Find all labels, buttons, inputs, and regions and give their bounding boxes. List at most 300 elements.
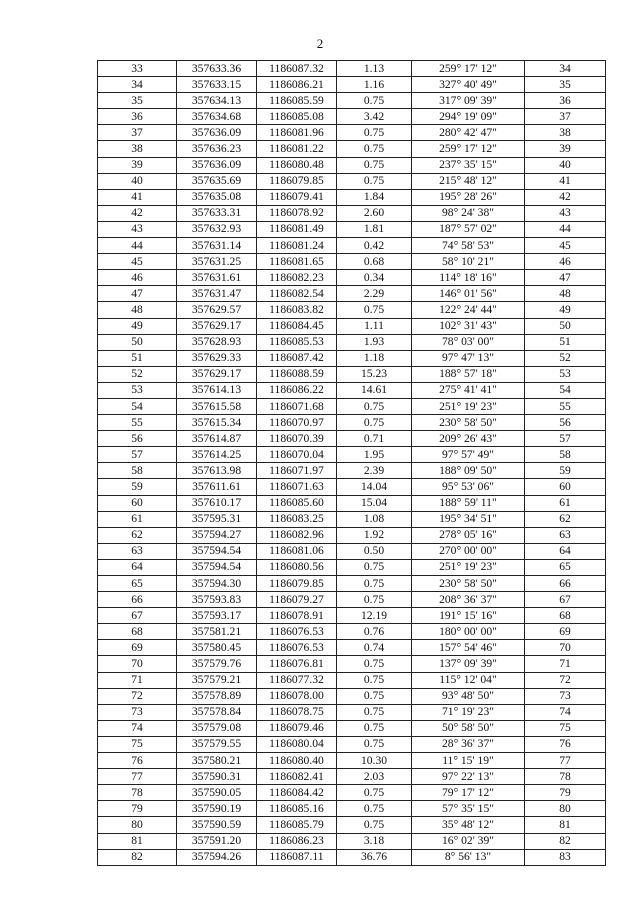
y-coordinate-cell: 1186081.24: [257, 238, 337, 254]
point-to-cell: 82: [525, 833, 606, 849]
point-to-cell: 37: [525, 109, 606, 125]
y-coordinate-cell: 1186076.81: [257, 656, 337, 672]
direction-angle-cell: 35° 48' 12": [412, 817, 525, 833]
table-row: [98, 463, 606, 479]
point-from-cell: 50: [98, 334, 177, 350]
point-from-cell: 33: [98, 61, 177, 77]
length-cell: 2.29: [337, 286, 412, 302]
y-coordinate-cell: 1186079.85: [257, 576, 337, 592]
length-cell: 0.75: [337, 173, 412, 189]
table-row: [98, 109, 606, 125]
point-to-cell: 42: [525, 189, 606, 205]
point-to-cell: 80: [525, 801, 606, 817]
point-from-cell: 65: [98, 576, 177, 592]
point-to-cell: 36: [525, 93, 606, 109]
point-from-cell: 38: [98, 141, 177, 157]
length-cell: 0.50: [337, 543, 412, 559]
y-coordinate-cell: 1186085.08: [257, 109, 337, 125]
point-to-cell: 53: [525, 366, 606, 382]
y-coordinate-cell: 1186082.54: [257, 286, 337, 302]
point-from-cell: 63: [98, 543, 177, 559]
length-cell: 0.76: [337, 624, 412, 640]
length-cell: 0.75: [337, 157, 412, 173]
table-row: [98, 688, 606, 704]
point-to-cell: 83: [525, 849, 606, 865]
point-to-cell: 63: [525, 527, 606, 543]
x-coordinate-cell: 357580.21: [177, 753, 257, 769]
x-coordinate-cell: 357591.20: [177, 833, 257, 849]
x-coordinate-cell: 357631.61: [177, 270, 257, 286]
direction-angle-cell: 191° 15' 16": [412, 608, 525, 624]
point-from-cell: 64: [98, 559, 177, 575]
point-to-cell: 51: [525, 334, 606, 350]
point-to-cell: 61: [525, 495, 606, 511]
direction-angle-cell: 188° 59' 11": [412, 495, 525, 511]
direction-angle-cell: 122° 24' 44": [412, 302, 525, 318]
table-row: [98, 527, 606, 543]
coordinates-table-body: [98, 61, 606, 866]
length-cell: 14.04: [337, 479, 412, 495]
direction-angle-cell: 208° 36' 37": [412, 592, 525, 608]
direction-angle-cell: 97° 57' 49": [412, 447, 525, 463]
table-row: [98, 543, 606, 559]
length-cell: 2.39: [337, 463, 412, 479]
y-coordinate-cell: 1186076.53: [257, 624, 337, 640]
direction-angle-cell: 259° 17' 12": [412, 141, 525, 157]
direction-angle-cell: 28° 36' 37": [412, 736, 525, 752]
x-coordinate-cell: 357593.17: [177, 608, 257, 624]
length-cell: 0.75: [337, 785, 412, 801]
y-coordinate-cell: 1186078.91: [257, 608, 337, 624]
length-cell: 0.75: [337, 302, 412, 318]
y-coordinate-cell: 1186078.00: [257, 688, 337, 704]
y-coordinate-cell: 1186086.23: [257, 833, 337, 849]
length-cell: 0.75: [337, 415, 412, 431]
length-cell: 1.18: [337, 350, 412, 366]
point-from-cell: 54: [98, 398, 177, 414]
table-row: [98, 238, 606, 254]
point-from-cell: 66: [98, 592, 177, 608]
point-from-cell: 75: [98, 736, 177, 752]
point-to-cell: 57: [525, 431, 606, 447]
x-coordinate-cell: 357579.21: [177, 672, 257, 688]
table-row: [98, 624, 606, 640]
length-cell: 15.04: [337, 495, 412, 511]
direction-angle-cell: 317° 09' 39": [412, 93, 525, 109]
length-cell: 1.95: [337, 447, 412, 463]
direction-angle-cell: 327° 40' 49": [412, 77, 525, 93]
table-row: [98, 495, 606, 511]
y-coordinate-cell: 1186082.96: [257, 527, 337, 543]
x-coordinate-cell: 357634.68: [177, 109, 257, 125]
length-cell: 1.16: [337, 77, 412, 93]
point-from-cell: 70: [98, 656, 177, 672]
y-coordinate-cell: 1186086.22: [257, 382, 337, 398]
direction-angle-cell: 57° 35' 15": [412, 801, 525, 817]
point-to-cell: 64: [525, 543, 606, 559]
point-from-cell: 59: [98, 479, 177, 495]
y-coordinate-cell: 1186079.46: [257, 720, 337, 736]
table-row: [98, 592, 606, 608]
point-to-cell: 35: [525, 77, 606, 93]
x-coordinate-cell: 357594.30: [177, 576, 257, 592]
x-coordinate-cell: 357632.93: [177, 221, 257, 237]
length-cell: 0.75: [337, 125, 412, 141]
x-coordinate-cell: 357594.26: [177, 849, 257, 865]
x-coordinate-cell: 357631.47: [177, 286, 257, 302]
direction-angle-cell: 237° 35' 15": [412, 157, 525, 173]
x-coordinate-cell: 357636.09: [177, 125, 257, 141]
direction-angle-cell: 195° 34' 51": [412, 511, 525, 527]
x-coordinate-cell: 357590.31: [177, 769, 257, 785]
length-cell: 0.75: [337, 141, 412, 157]
point-to-cell: 48: [525, 286, 606, 302]
x-coordinate-cell: 357629.17: [177, 366, 257, 382]
point-to-cell: 44: [525, 221, 606, 237]
y-coordinate-cell: 1186078.75: [257, 704, 337, 720]
y-coordinate-cell: 1186083.82: [257, 302, 337, 318]
x-coordinate-cell: 357629.33: [177, 350, 257, 366]
table-row: [98, 447, 606, 463]
table-row: [98, 254, 606, 270]
point-to-cell: 70: [525, 640, 606, 656]
point-to-cell: 66: [525, 576, 606, 592]
x-coordinate-cell: 357590.05: [177, 785, 257, 801]
point-from-cell: 72: [98, 688, 177, 704]
point-to-cell: 73: [525, 688, 606, 704]
y-coordinate-cell: 1186080.04: [257, 736, 337, 752]
point-from-cell: 34: [98, 77, 177, 93]
table-row: [98, 559, 606, 575]
x-coordinate-cell: 357590.59: [177, 817, 257, 833]
y-coordinate-cell: 1186070.39: [257, 431, 337, 447]
length-cell: 3.18: [337, 833, 412, 849]
table-row: [98, 415, 606, 431]
length-cell: 0.75: [337, 672, 412, 688]
point-from-cell: 78: [98, 785, 177, 801]
x-coordinate-cell: 357579.08: [177, 720, 257, 736]
length-cell: 0.34: [337, 270, 412, 286]
point-to-cell: 54: [525, 382, 606, 398]
point-to-cell: 56: [525, 415, 606, 431]
y-coordinate-cell: 1186087.42: [257, 350, 337, 366]
length-cell: 0.75: [337, 720, 412, 736]
x-coordinate-cell: 357579.55: [177, 736, 257, 752]
point-to-cell: 76: [525, 736, 606, 752]
length-cell: 2.60: [337, 205, 412, 221]
direction-angle-cell: 79° 17' 12": [412, 785, 525, 801]
point-from-cell: 44: [98, 238, 177, 254]
x-coordinate-cell: 357629.57: [177, 302, 257, 318]
direction-angle-cell: 93° 48' 50": [412, 688, 525, 704]
table-row: [98, 350, 606, 366]
point-to-cell: 46: [525, 254, 606, 270]
x-coordinate-cell: 357615.34: [177, 415, 257, 431]
length-cell: 0.75: [337, 576, 412, 592]
point-to-cell: 49: [525, 302, 606, 318]
direction-angle-cell: 95° 53' 06": [412, 479, 525, 495]
point-from-cell: 51: [98, 350, 177, 366]
direction-angle-cell: 280° 42' 47": [412, 125, 525, 141]
length-cell: 0.68: [337, 254, 412, 270]
direction-angle-cell: 71° 19' 23": [412, 704, 525, 720]
direction-angle-cell: 180° 00' 00": [412, 624, 525, 640]
length-cell: 0.75: [337, 592, 412, 608]
x-coordinate-cell: 357629.17: [177, 318, 257, 334]
point-to-cell: 58: [525, 447, 606, 463]
table-row: [98, 640, 606, 656]
table-row: [98, 318, 606, 334]
point-to-cell: 72: [525, 672, 606, 688]
length-cell: 1.84: [337, 189, 412, 205]
point-to-cell: 34: [525, 61, 606, 77]
point-from-cell: 76: [98, 753, 177, 769]
point-from-cell: 39: [98, 157, 177, 173]
length-cell: 0.74: [337, 640, 412, 656]
point-to-cell: 50: [525, 318, 606, 334]
point-from-cell: 77: [98, 769, 177, 785]
table-row: [98, 785, 606, 801]
direction-angle-cell: 230° 58' 50": [412, 415, 525, 431]
table-row: [98, 608, 606, 624]
y-coordinate-cell: 1186081.65: [257, 254, 337, 270]
point-from-cell: 56: [98, 431, 177, 447]
length-cell: 1.11: [337, 318, 412, 334]
length-cell: 0.71: [337, 431, 412, 447]
table-row: [98, 77, 606, 93]
point-from-cell: 60: [98, 495, 177, 511]
table-row: [98, 576, 606, 592]
point-to-cell: 60: [525, 479, 606, 495]
point-from-cell: 47: [98, 286, 177, 302]
table-row: [98, 189, 606, 205]
point-from-cell: 74: [98, 720, 177, 736]
direction-angle-cell: 195° 28' 26": [412, 189, 525, 205]
length-cell: 0.75: [337, 801, 412, 817]
length-cell: 12.19: [337, 608, 412, 624]
direction-angle-cell: 102° 31' 43": [412, 318, 525, 334]
direction-angle-cell: 187° 57' 02": [412, 221, 525, 237]
direction-angle-cell: 146° 01' 56": [412, 286, 525, 302]
length-cell: 36.76: [337, 849, 412, 865]
y-coordinate-cell: 1186081.22: [257, 141, 337, 157]
x-coordinate-cell: 357628.93: [177, 334, 257, 350]
y-coordinate-cell: 1186080.56: [257, 559, 337, 575]
table-row: [98, 366, 606, 382]
length-cell: 0.42: [337, 238, 412, 254]
point-to-cell: 68: [525, 608, 606, 624]
table-row: [98, 817, 606, 833]
point-from-cell: 71: [98, 672, 177, 688]
point-to-cell: 59: [525, 463, 606, 479]
point-to-cell: 79: [525, 785, 606, 801]
y-coordinate-cell: 1186081.96: [257, 125, 337, 141]
point-from-cell: 37: [98, 125, 177, 141]
point-to-cell: 71: [525, 656, 606, 672]
y-coordinate-cell: 1186071.97: [257, 463, 337, 479]
x-coordinate-cell: 357578.84: [177, 704, 257, 720]
table-row: [98, 769, 606, 785]
table-row: [98, 511, 606, 527]
direction-angle-cell: 98° 24' 38": [412, 205, 525, 221]
length-cell: 0.75: [337, 736, 412, 752]
x-coordinate-cell: 357581.21: [177, 624, 257, 640]
table-row: [98, 849, 606, 865]
point-to-cell: 65: [525, 559, 606, 575]
direction-angle-cell: 278° 05' 16": [412, 527, 525, 543]
point-to-cell: 45: [525, 238, 606, 254]
y-coordinate-cell: 1186086.21: [257, 77, 337, 93]
table-row: [98, 141, 606, 157]
direction-angle-cell: 188° 09' 50": [412, 463, 525, 479]
x-coordinate-cell: 357636.09: [177, 157, 257, 173]
table-row: [98, 736, 606, 752]
point-from-cell: 81: [98, 833, 177, 849]
x-coordinate-cell: 357595.31: [177, 511, 257, 527]
y-coordinate-cell: 1186076.53: [257, 640, 337, 656]
direction-angle-cell: 11° 15' 19": [412, 753, 525, 769]
y-coordinate-cell: 1186085.59: [257, 93, 337, 109]
x-coordinate-cell: 357633.15: [177, 77, 257, 93]
direction-angle-cell: 157° 54' 46": [412, 640, 525, 656]
x-coordinate-cell: 357613.98: [177, 463, 257, 479]
length-cell: 14.61: [337, 382, 412, 398]
y-coordinate-cell: 1186087.32: [257, 61, 337, 77]
length-cell: 0.75: [337, 817, 412, 833]
length-cell: 0.75: [337, 559, 412, 575]
y-coordinate-cell: 1186071.68: [257, 398, 337, 414]
direction-angle-cell: 74° 58' 53": [412, 238, 525, 254]
table-row: [98, 704, 606, 720]
direction-angle-cell: 97° 22' 13": [412, 769, 525, 785]
point-to-cell: 43: [525, 205, 606, 221]
x-coordinate-cell: 357633.31: [177, 205, 257, 221]
x-coordinate-cell: 357614.87: [177, 431, 257, 447]
table-row: [98, 672, 606, 688]
length-cell: 2.03: [337, 769, 412, 785]
point-from-cell: 55: [98, 415, 177, 431]
length-cell: 0.75: [337, 704, 412, 720]
point-from-cell: 79: [98, 801, 177, 817]
y-coordinate-cell: 1186085.79: [257, 817, 337, 833]
direction-angle-cell: 78° 03' 00": [412, 334, 525, 350]
point-to-cell: 62: [525, 511, 606, 527]
direction-angle-cell: 188° 57' 18": [412, 366, 525, 382]
direction-angle-cell: 137° 09' 39": [412, 656, 525, 672]
point-from-cell: 57: [98, 447, 177, 463]
table-row: [98, 286, 606, 302]
point-from-cell: 36: [98, 109, 177, 125]
length-cell: 1.81: [337, 221, 412, 237]
table-row: [98, 205, 606, 221]
table-row: [98, 61, 606, 77]
table-row: [98, 270, 606, 286]
point-from-cell: 35: [98, 93, 177, 109]
y-coordinate-cell: 1186085.16: [257, 801, 337, 817]
length-cell: 0.75: [337, 398, 412, 414]
y-coordinate-cell: 1186078.92: [257, 205, 337, 221]
y-coordinate-cell: 1186083.25: [257, 511, 337, 527]
direction-angle-cell: 209° 26' 43": [412, 431, 525, 447]
y-coordinate-cell: 1186070.97: [257, 415, 337, 431]
y-coordinate-cell: 1186080.40: [257, 753, 337, 769]
table-row: [98, 431, 606, 447]
table-row: [98, 93, 606, 109]
length-cell: 0.75: [337, 656, 412, 672]
table-row: [98, 173, 606, 189]
x-coordinate-cell: 357594.54: [177, 559, 257, 575]
table-row: [98, 753, 606, 769]
table-row: [98, 221, 606, 237]
y-coordinate-cell: 1186079.85: [257, 173, 337, 189]
y-coordinate-cell: 1186087.11: [257, 849, 337, 865]
x-coordinate-cell: 357580.45: [177, 640, 257, 656]
x-coordinate-cell: 357578.89: [177, 688, 257, 704]
x-coordinate-cell: 357631.25: [177, 254, 257, 270]
point-from-cell: 58: [98, 463, 177, 479]
y-coordinate-cell: 1186088.59: [257, 366, 337, 382]
length-cell: 3.42: [337, 109, 412, 125]
x-coordinate-cell: 357579.76: [177, 656, 257, 672]
point-from-cell: 73: [98, 704, 177, 720]
page-number: 2: [316, 36, 324, 51]
y-coordinate-cell: 1186071.63: [257, 479, 337, 495]
x-coordinate-cell: 357611.61: [177, 479, 257, 495]
y-coordinate-cell: 1186084.42: [257, 785, 337, 801]
length-cell: 1.92: [337, 527, 412, 543]
point-to-cell: 55: [525, 398, 606, 414]
point-to-cell: 38: [525, 125, 606, 141]
y-coordinate-cell: 1186070.04: [257, 447, 337, 463]
point-from-cell: 43: [98, 221, 177, 237]
direction-angle-cell: 50° 58' 50": [412, 720, 525, 736]
table-row: [98, 720, 606, 736]
point-from-cell: 61: [98, 511, 177, 527]
point-to-cell: 39: [525, 141, 606, 157]
point-to-cell: 41: [525, 173, 606, 189]
x-coordinate-cell: 357610.17: [177, 495, 257, 511]
x-coordinate-cell: 357594.27: [177, 527, 257, 543]
point-from-cell: 48: [98, 302, 177, 318]
x-coordinate-cell: 357634.13: [177, 93, 257, 109]
point-from-cell: 42: [98, 205, 177, 221]
point-to-cell: 77: [525, 753, 606, 769]
x-coordinate-cell: 357614.25: [177, 447, 257, 463]
point-from-cell: 68: [98, 624, 177, 640]
coordinates-table: [97, 60, 606, 866]
point-from-cell: 40: [98, 173, 177, 189]
y-coordinate-cell: 1186079.27: [257, 592, 337, 608]
y-coordinate-cell: 1186082.23: [257, 270, 337, 286]
point-to-cell: 69: [525, 624, 606, 640]
y-coordinate-cell: 1186085.60: [257, 495, 337, 511]
table-row: [98, 833, 606, 849]
point-to-cell: 74: [525, 704, 606, 720]
table-row: [98, 302, 606, 318]
y-coordinate-cell: 1186081.06: [257, 543, 337, 559]
direction-angle-cell: 275° 41' 41": [412, 382, 525, 398]
y-coordinate-cell: 1186082.41: [257, 769, 337, 785]
length-cell: 1.08: [337, 511, 412, 527]
x-coordinate-cell: 357593.83: [177, 592, 257, 608]
table-row: [98, 157, 606, 173]
x-coordinate-cell: 357636.23: [177, 141, 257, 157]
point-to-cell: 52: [525, 350, 606, 366]
point-from-cell: 67: [98, 608, 177, 624]
y-coordinate-cell: 1186081.49: [257, 221, 337, 237]
y-coordinate-cell: 1186080.48: [257, 157, 337, 173]
point-from-cell: 80: [98, 817, 177, 833]
